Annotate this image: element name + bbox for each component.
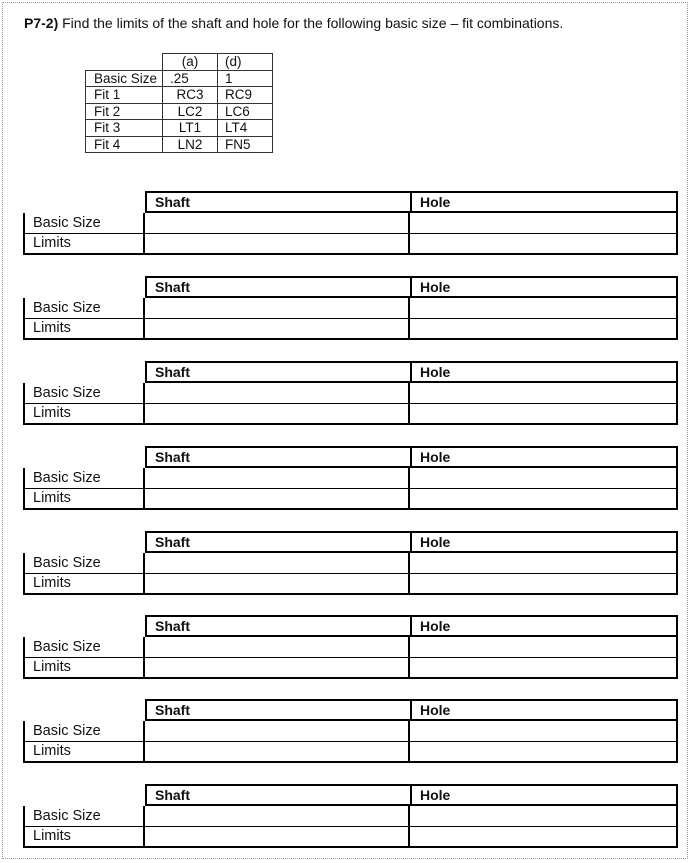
basic-size-label: Basic Size [25, 721, 145, 741]
fit-combination-table [85, 53, 273, 153]
shaft-limits-field[interactable] [145, 233, 410, 253]
answer-header [145, 699, 678, 721]
shaft-basic-size-field[interactable] [145, 468, 410, 488]
shaft-basic-size-field[interactable] [145, 298, 410, 318]
hole-header: Hole [420, 449, 451, 465]
spec-row-label: Fit 4 [86, 136, 163, 153]
spec-value-d: LC6 [218, 103, 273, 120]
basic-size-row [25, 213, 676, 234]
hole-limits-field[interactable] [410, 488, 676, 508]
answer-table-7 [23, 699, 678, 767]
shaft-limits-field[interactable] [145, 318, 410, 338]
answer-body [23, 298, 678, 340]
hole-basic-size-field[interactable] [410, 553, 676, 573]
answer-table-4 [23, 446, 678, 514]
hole-header: Hole [420, 194, 451, 210]
spec-header-a: (a) [163, 54, 218, 71]
basic-size-row [25, 637, 676, 658]
shaft-limits-field[interactable] [145, 657, 410, 677]
spec-value-a: RC3 [163, 87, 218, 104]
answer-body [23, 721, 678, 763]
basic-size-label: Basic Size [25, 213, 145, 233]
spec-row-basic-size [86, 70, 273, 87]
answer-table-1 [23, 191, 678, 259]
spec-value-d: FN5 [218, 136, 273, 153]
hole-header: Hole [420, 364, 451, 380]
hole-basic-size-field[interactable] [410, 383, 676, 403]
limits-row [25, 403, 676, 423]
shaft-basic-size-field[interactable] [145, 637, 410, 657]
shaft-limits-field[interactable] [145, 741, 410, 761]
spec-row-label: Basic Size [86, 70, 163, 87]
shaft-header: Shaft [147, 786, 412, 804]
spec-row-fit-2 [86, 103, 273, 120]
hole-limits-field[interactable] [410, 403, 676, 423]
spec-row-label: Fit 1 [86, 87, 163, 104]
spec-value-d: RC9 [218, 87, 273, 104]
shaft-header: Shaft [147, 278, 412, 296]
hole-basic-size-field[interactable] [410, 721, 676, 741]
hole-header: Hole [420, 702, 451, 718]
limits-row [25, 488, 676, 508]
answer-header [145, 446, 678, 468]
question-text: Find the limits of the shaft and hole for the following basic size – fit combinations. [58, 15, 564, 31]
hole-limits-field[interactable] [410, 573, 676, 593]
shaft-basic-size-field[interactable] [145, 383, 410, 403]
shaft-header: Shaft [147, 448, 412, 466]
answer-table-3 [23, 361, 678, 429]
basic-size-label: Basic Size [25, 468, 145, 488]
shaft-header: Shaft [147, 363, 412, 381]
shaft-header: Shaft [147, 701, 412, 719]
answer-header [145, 784, 678, 806]
basic-size-label: Basic Size [25, 637, 145, 657]
answer-body [23, 553, 678, 595]
hole-basic-size-field[interactable] [410, 468, 676, 488]
spec-value-a: LN2 [163, 136, 218, 153]
basic-size-row [25, 383, 676, 404]
worksheet-page [2, 2, 688, 859]
basic-size-label: Basic Size [25, 806, 145, 826]
answer-body [23, 468, 678, 510]
hole-limits-field[interactable] [410, 826, 676, 846]
limits-label: Limits [25, 403, 145, 423]
answer-table-8 [23, 784, 678, 852]
spec-value-a: .25 [163, 70, 218, 87]
question-number: P7-2) [24, 15, 59, 31]
answer-body [23, 806, 678, 848]
spec-header-blank [86, 54, 163, 71]
spec-row-fit-4 [86, 136, 273, 153]
hole-header: Hole [420, 787, 451, 803]
basic-size-row [25, 721, 676, 742]
spec-value-d: 1 [218, 70, 273, 87]
answer-header [145, 361, 678, 383]
hole-limits-field[interactable] [410, 233, 676, 253]
shaft-header: Shaft [147, 533, 412, 551]
answer-body [23, 383, 678, 425]
spec-header-d: (d) [218, 54, 273, 71]
basic-size-row [25, 298, 676, 319]
basic-size-label: Basic Size [25, 298, 145, 318]
answer-body [23, 637, 678, 679]
limits-row [25, 741, 676, 761]
hole-basic-size-field[interactable] [410, 806, 676, 826]
limits-row [25, 826, 676, 846]
hole-basic-size-field[interactable] [410, 298, 676, 318]
limits-row [25, 657, 676, 677]
answer-table-2 [23, 276, 678, 344]
limits-label: Limits [25, 233, 145, 253]
shaft-limits-field[interactable] [145, 573, 410, 593]
spec-value-a: LT1 [163, 120, 218, 137]
answer-table-6 [23, 615, 678, 683]
limits-label: Limits [25, 488, 145, 508]
spec-row-fit-3 [86, 120, 273, 137]
shaft-basic-size-field[interactable] [145, 553, 410, 573]
limits-label: Limits [25, 826, 145, 846]
hole-limits-field[interactable] [410, 741, 676, 761]
spec-row-label: Fit 2 [86, 103, 163, 120]
shaft-limits-field[interactable] [145, 488, 410, 508]
hole-limits-field[interactable] [410, 657, 676, 677]
shaft-basic-size-field[interactable] [145, 806, 410, 826]
hole-basic-size-field[interactable] [410, 213, 676, 233]
basic-size-row [25, 553, 676, 574]
answer-table-5 [23, 531, 678, 599]
spec-value-d: LT4 [218, 120, 273, 137]
hole-header: Hole [420, 279, 451, 295]
shaft-basic-size-field[interactable] [145, 213, 410, 233]
answer-header [145, 276, 678, 298]
spec-header-row [86, 54, 273, 71]
limits-row [25, 573, 676, 593]
shaft-header: Shaft [147, 193, 412, 211]
basic-size-row [25, 468, 676, 489]
hole-basic-size-field[interactable] [410, 637, 676, 657]
spec-row-fit-1 [86, 87, 273, 104]
spec-row-label: Fit 3 [86, 120, 163, 137]
basic-size-label: Basic Size [25, 553, 145, 573]
spec-value-a: LC2 [163, 103, 218, 120]
limits-label: Limits [25, 657, 145, 677]
shaft-header: Shaft [147, 617, 412, 635]
hole-header: Hole [420, 618, 451, 634]
limits-row [25, 318, 676, 338]
limits-label: Limits [25, 741, 145, 761]
limits-row [25, 233, 676, 253]
answer-header [145, 531, 678, 553]
basic-size-row [25, 806, 676, 827]
limits-label: Limits [25, 318, 145, 338]
shaft-limits-field[interactable] [145, 403, 410, 423]
hole-header: Hole [420, 534, 451, 550]
answer-header [145, 615, 678, 637]
limits-label: Limits [25, 573, 145, 593]
shaft-basic-size-field[interactable] [145, 721, 410, 741]
answer-body [23, 213, 678, 255]
shaft-limits-field[interactable] [145, 826, 410, 846]
answer-header [145, 191, 678, 213]
basic-size-label: Basic Size [25, 383, 145, 403]
hole-limits-field[interactable] [410, 318, 676, 338]
question-line [24, 15, 563, 31]
